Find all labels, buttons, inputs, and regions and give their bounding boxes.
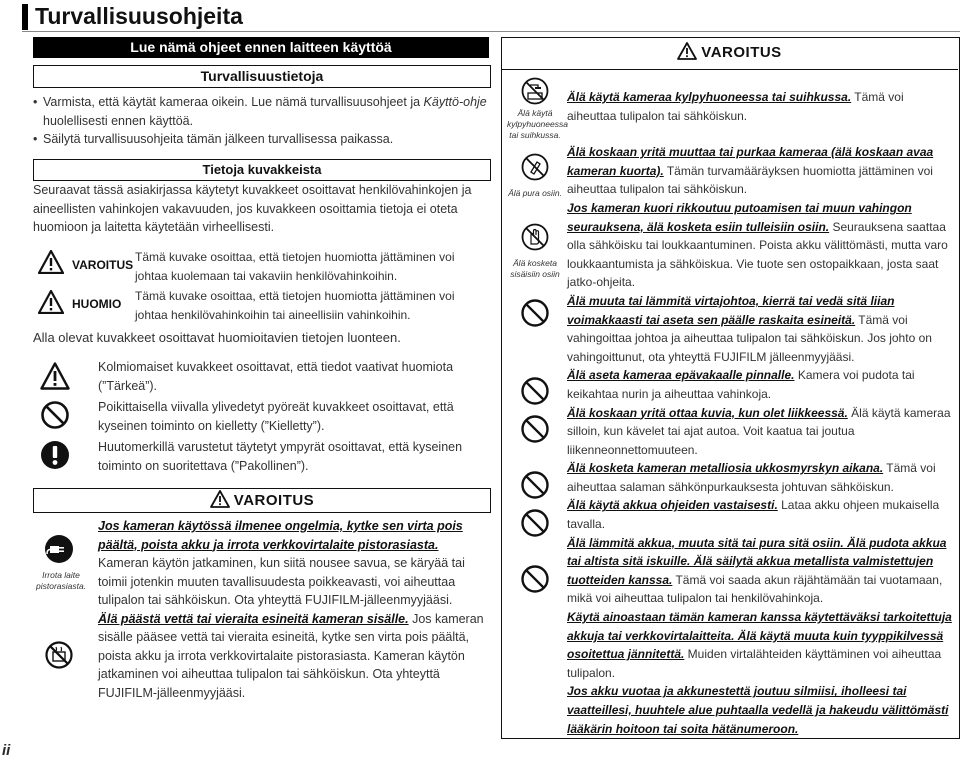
unplug-mandatory-icon (44, 534, 74, 569)
warning-triangle-icon (38, 250, 68, 276)
warning-right-text (567, 88, 955, 738)
symbol-row (38, 358, 488, 396)
page-number: ii (2, 742, 11, 759)
warning-paragraph: Jos akku vuotaa ja akkunestettä joutuu silmiisi, iholleesi tai vaatteillesi, huuhtele alue puhtaalla vedellä ja hakeudu välittömästi lääkärin hoitoon tai soita hätänumeroon. (567, 684, 949, 736)
warning-paragraph: Älä aseta kameraa epävakaalle pinnalle. Kamera voi pudota tai keikahtaa nurin ja aiheuttaa vahinkoja. (567, 368, 915, 401)
warning-paragraph: Älä muuta tai lämmitä virtajohtoa, kierrä tai vedä sitä liian voimakkaasti tai aseta sen päälle raskaita esineitä. Tämä voi vahingoittaa johtoa ja aiheuttaa tulipalon tai sähköiskun. Jos johto on vahingoittunut, ota yhteyttä FUJIFILM jälleenmyyjääsi. (567, 293, 932, 364)
bullet-item: • Säilytä turvallisuusohjeita tämän jälkeen turvallisessa paikassa. (33, 130, 493, 149)
warning-triangle-icon (677, 40, 697, 72)
warning-paragraph: Älä koskaan yritä muuttaa tai purkaa kameraa (älä koskaan avaa kameran kuorta). Tämän turvamääräyksen huomiotta jättäminen voi aiheuttaa tulipalon tai sähköiskun. (567, 145, 934, 197)
no-touch-prohibition-icon (520, 222, 550, 257)
warning-triangle-icon (210, 490, 230, 515)
warning-heading-right: VAROITUS (501, 37, 958, 70)
title-divider (22, 31, 960, 32)
prohibition-icon (520, 414, 550, 449)
symbol-text: Huutomerkillä varustetut täytetyt ympyrät osoittavat, että kyseinen toiminto on suoritettava (”Pakollinen”). (98, 440, 463, 473)
level-text-warning: Tämä kuvake osoittaa, että tietojen huomiotta jättäminen voi johtaa kuolemaan tai vakaviin henkilövahinkoihin. (135, 250, 455, 283)
warning-paragraph: Jos kameran käytössä ilmenee ongelmia, kytke sen virta pois päältä, poista akku ja irrota verkkovirtalaite pistorasiasta. Kameran käytön jatkaminen, kun siitä nousee savua, se käryää tai toimii jotenkin muuten tavallisuudesta poikkeavasti, voi aiheuttaa tulipalon tai sähköiskun. Ota yhteyttä FUJIFILM-jälleenmyyjääsi. (98, 519, 465, 607)
caption-unplug: Irrota laite pistorasiasta. (36, 570, 87, 591)
prohibition-icon (40, 400, 70, 435)
warning-paragraph: Jos kameran kuori rikkoutuu putoamisen tai muun vahingon seurauksena, älä kosketa esiin tulleisiin osiin. Seurauksena saattaa olla sähköisku tai loukkaantuminen. Poista akku välittömästi, mutta varo loukkaantumista ja sähköiskua. Vie tuote sen ostopaikkaan, josta saat jatko-ohjeita. (567, 200, 948, 290)
level-label-caution: HUOMIO (72, 297, 122, 311)
safety-notes-heading: Turvallisuustietoja (33, 65, 491, 88)
warning-triangle-icon (38, 290, 68, 316)
caption-disassemble: Älä pura osiin. (508, 188, 562, 198)
no-shower-prohibition-icon (520, 76, 550, 111)
warning-heading-left: VAROITUS (33, 488, 491, 513)
no-water-prohibition-icon (44, 640, 74, 675)
prohibition-icon (520, 564, 550, 599)
safety-bullets (33, 93, 493, 149)
warning-paragraph: Älä käytä akkua ohjeiden vastaisesti. Lataa akku ohjeen mukaisella tavalla. (567, 498, 940, 532)
mandatory-icon (40, 440, 70, 475)
warning-left-text (98, 517, 490, 702)
warning-paragraph: Älä koskaan yritä ottaa kuvia, kun olet liikkeessä. Älä käytä kameraa silloin, kun kävelet tai ajat autoa. Voit kaatua tai joutua liikenneonnettomuuteen. (567, 405, 951, 457)
warning-paragraph: Älä päästä vettä tai vieraita esineitä kameran sisälle. Jos kameran sisälle pääsee vettä tai vieraita esineitä, kytke sen virta pois päältä, poista akku ja irrota verkkovirtalaite pistorasiasta. Kameran käytön jatkaminen voi aiheuttaa tulipalon tai sähköiskun. Ota yhteyttä FUJIFILM-jälleenmyyjääsi. (98, 611, 484, 700)
level-label-warning: VAROITUS (72, 258, 134, 272)
prohibition-icon (520, 376, 550, 411)
symbol-row (38, 438, 488, 476)
symbol-text: Kolmiomaiset kuvakkeet osoittavat, että tiedot vaativat huomiota (”Tärkeä”). (98, 360, 454, 393)
title-accent-bar (22, 4, 28, 30)
symbol-text: Poikittaisella viivalla ylivedetyt pyöreät kuvakkeet osoittavat, että kyseinen toiminto on kielletty (”Kielletty”). (98, 400, 454, 433)
warning-paragraph: Älä lämmitä akkua, muuta sitä tai pura sitä osiin. Älä pudota akkua tai altista sitä iskuille. Älä säilytä akkua metallista valmistettujen tuotteiden kanssa. Tämä voi saada akun räjähtämään tai vuotamaan, mikä voi aiheuttaa tulipalon tai henkilövahinkoja. (567, 535, 947, 606)
symbol-row (38, 398, 488, 436)
icons-info-heading: Tietoja kuvakkeista (33, 159, 491, 181)
warning-paragraph: Käytä ainoastaan tämän kameran kanssa käytettäväksi tarkoitettuja akkuja tai verkkovirtalaitteita. Älä käytä muuta kuin tyyppikilvessä osoitettua jännitettä. Muiden virtalähteiden käyttäminen voi aiheuttaa tulipalon. (567, 610, 952, 680)
level-text-caution: Tämä kuvake osoittaa, että tietojen huomiotta jättäminen voi johtaa henkilövahinkoihin tai aineellisiin vahinkoihin. (135, 289, 455, 322)
symbols-intro: Alla olevat kuvakkeet osoittavat huomioitavien tietojen luonteen. (33, 330, 401, 345)
caption-bathroom: Älä käytä kylpyhuoneessa tai suihkussa. (507, 108, 568, 140)
prohibition-icon (520, 508, 550, 543)
page-title: Turvallisuusohjeita (35, 3, 243, 29)
bullet-item: • Varmista, että käytät kameraa oikein. Lue nämä turvallisuusohjeet ja Käyttö-ohje huolellisesti ennen käyttöä. (33, 93, 493, 130)
prohibition-icon (520, 298, 550, 333)
warning-triangle-icon (40, 362, 70, 395)
icons-description: Seuraavat tässä asiakirjassa käytetyt kuvakkeet osoittavat henkilövahinkojen ja aineellisten vahinkojen vakavuuden, jos kuvakkeen osoittamia tietoja ei oteta huomioon ja laitetta käytetään virheellisesti. (33, 183, 472, 234)
caption-touch: Älä kosketa sisäisiin osiin (510, 258, 560, 279)
no-disassemble-prohibition-icon (520, 152, 550, 187)
warning-paragraph: Älä käytä kameraa kylpyhuoneessa tai suihkussa. Tämä voi aiheuttaa tulipalon tai sähköiskun. (567, 90, 904, 123)
warning-paragraph: Älä kosketa kameran metalliosia ukkosmyrskyn aikana. Tämä voi aiheuttaa salaman sähkönpurkauksesta johtuvan sähköiskun. (567, 461, 936, 494)
read-first-banner: Lue nämä ohjeet ennen laitteen käyttöä (33, 37, 489, 58)
prohibition-icon (520, 470, 550, 505)
